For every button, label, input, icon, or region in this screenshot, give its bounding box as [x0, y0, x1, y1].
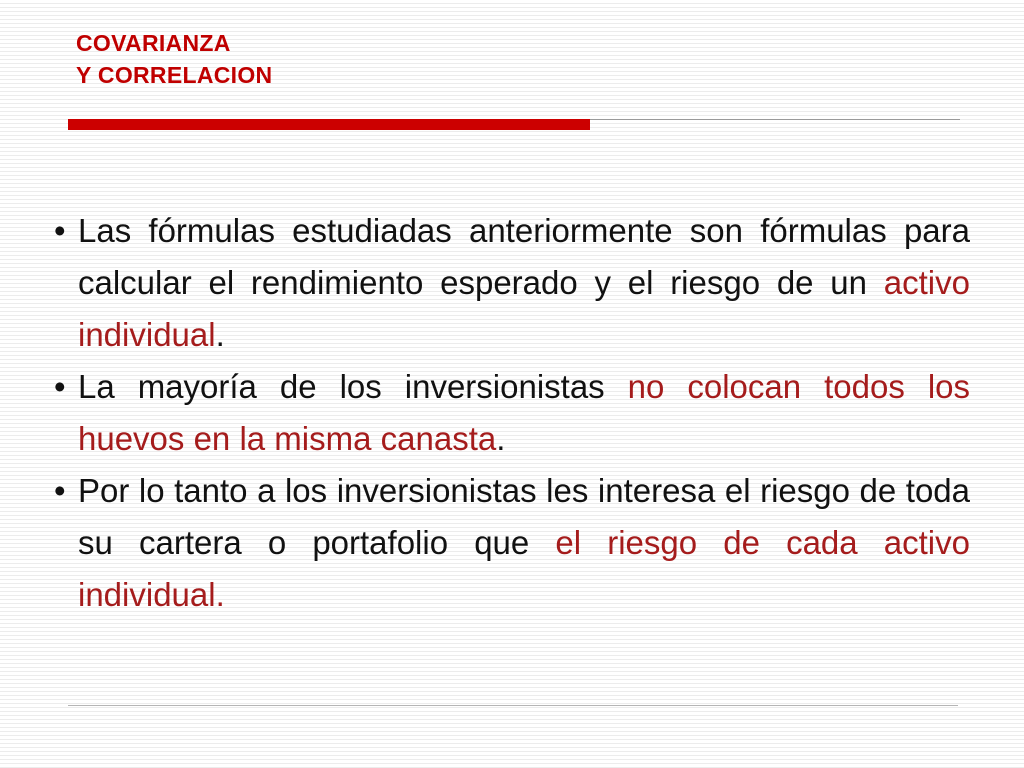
bullet-list — [48, 205, 970, 621]
bullet-text: Por lo tanto a los inversionistas les interesa el riesgo de toda su cartera o portafolio que — [78, 472, 970, 561]
bullet-item — [48, 205, 970, 361]
bullet-text: La mayoría de los inversionistas — [78, 368, 628, 405]
bullet-item — [48, 361, 970, 465]
bullet-highlight: no colocan todos los huevos en la misma canasta — [78, 368, 970, 457]
bullet-text-end: . — [215, 316, 225, 353]
slide-title — [76, 27, 272, 91]
bullet-dot-icon: • — [54, 368, 66, 405]
title-underline-hairline — [590, 119, 960, 120]
bullet-text-end: . — [496, 420, 506, 457]
bullet-highlight: activo individual — [78, 264, 970, 353]
slide-title-line-2: Y CORRELACION — [76, 62, 273, 88]
bullet-dot-icon: • — [54, 212, 66, 249]
bullet-item — [48, 465, 970, 621]
slide-title-line-1: COVARIANZA — [76, 30, 231, 56]
bullet-text: Las fórmulas estudiadas anteriormente son fórmulas para calcular el rendimiento esperado y el riesgo de un — [78, 212, 970, 301]
footer-divider — [68, 705, 958, 706]
title-underline-bar — [68, 119, 590, 130]
bullet-highlight: el riesgo de cada activo individual. — [78, 524, 970, 613]
bullet-dot-icon: • — [54, 472, 66, 509]
